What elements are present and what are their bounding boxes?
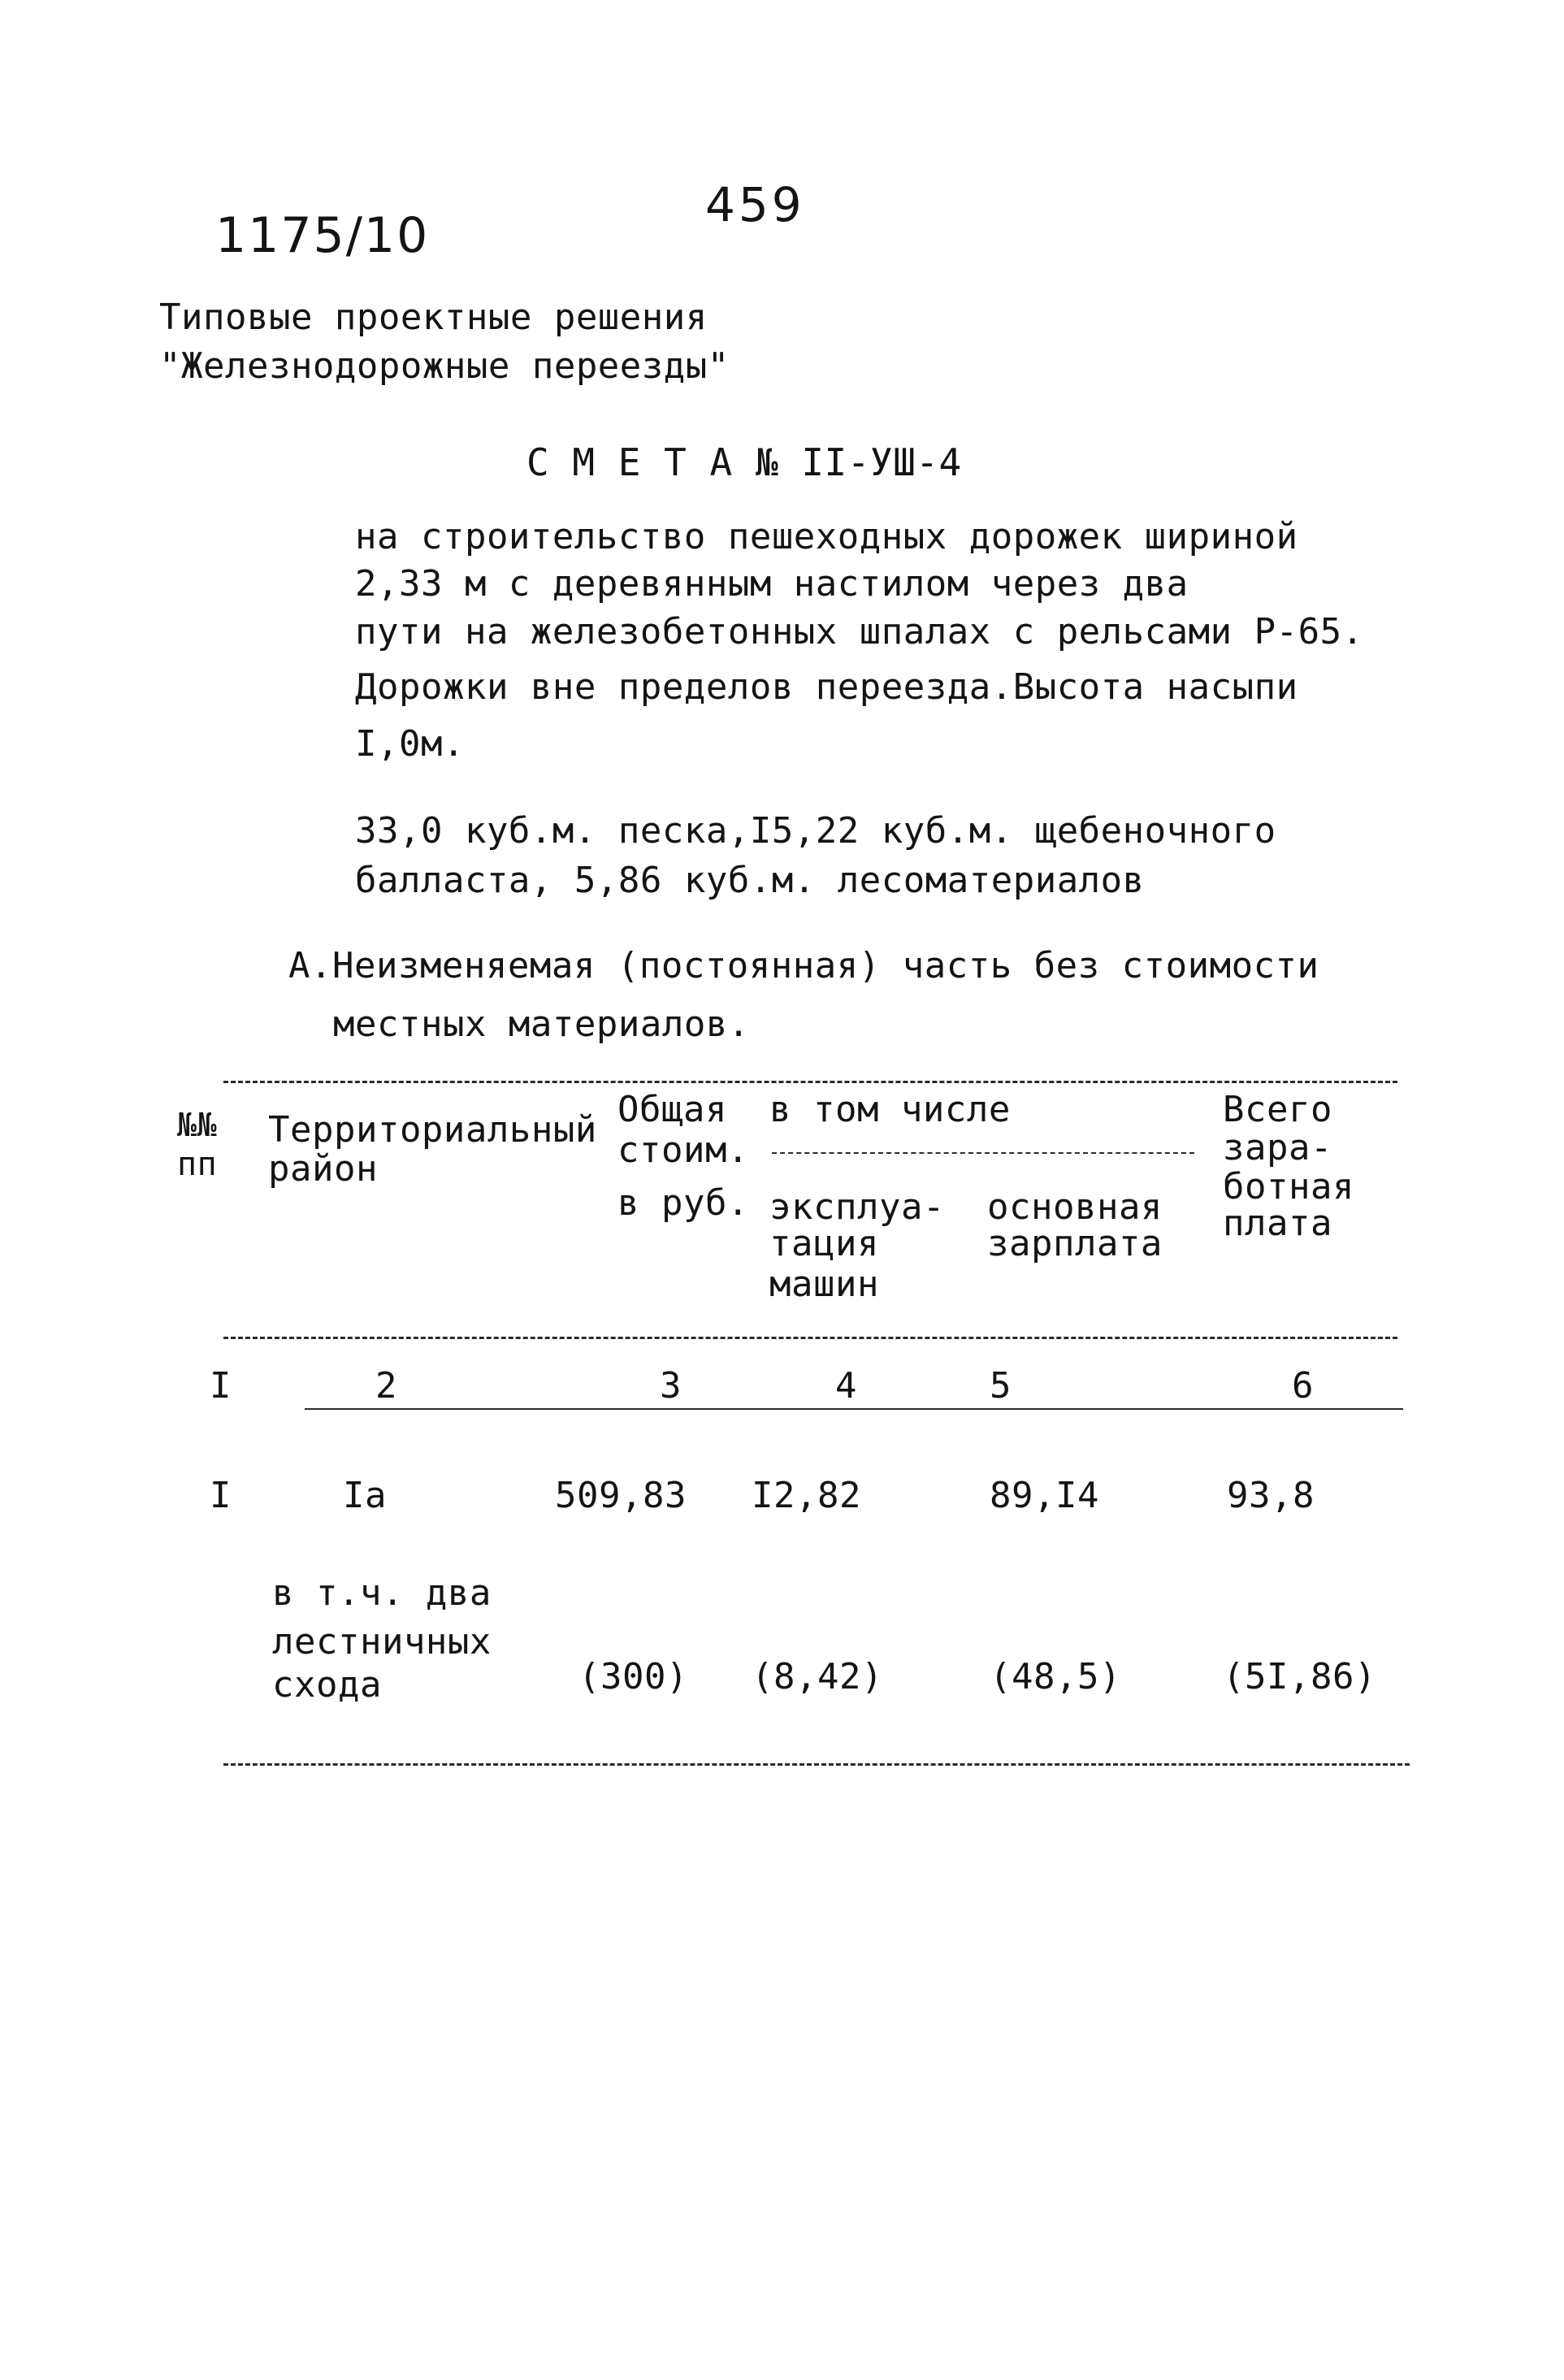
- row-wages: 93,8: [1227, 1475, 1315, 1516]
- subrow-label-2: лестничных: [272, 1621, 492, 1663]
- header-total-3: в руб.: [617, 1182, 749, 1224]
- row-salary: 89,I4: [990, 1475, 1099, 1516]
- colnum-3: 3: [660, 1365, 682, 1407]
- header-wages-3: ботная: [1223, 1166, 1354, 1207]
- header-incl: в том числе: [769, 1089, 1011, 1130]
- description-line-4: Дорожки вне пределов переезда.Высота насыпи: [355, 666, 1298, 708]
- header-total-1: Общая: [617, 1089, 727, 1130]
- description-line-3: пути на железобетонных шпалах с рельсами Р-65.: [355, 611, 1364, 652]
- header-machines-1: эксплуа-: [769, 1186, 945, 1228]
- header-machines-3: машин: [769, 1264, 879, 1305]
- header-total-2: стоим.: [617, 1129, 749, 1171]
- subrow-machines: (8,42): [752, 1656, 883, 1697]
- row-num: I: [210, 1475, 232, 1516]
- table-top-rule: [223, 1081, 1397, 1083]
- header-region-1: Территориальный: [268, 1109, 597, 1151]
- colnum-underline: [305, 1408, 1403, 1410]
- subrow-label-1: в т.ч. два: [272, 1572, 492, 1614]
- description-line-2: 2,33 м с деревянным настилом через два: [355, 563, 1189, 605]
- header-num-2: пп: [177, 1146, 218, 1183]
- row-total: 509,83: [555, 1475, 687, 1516]
- header-wages-2: зара-: [1223, 1127, 1332, 1168]
- header-salary-1: основная: [987, 1186, 1163, 1228]
- header-bottom-rule: [223, 1337, 1397, 1339]
- archive-number: 1175/10: [215, 207, 430, 264]
- estimate-title: С М Е Т А № II-УШ-4: [526, 440, 962, 484]
- header-machines-2: тация: [769, 1223, 879, 1264]
- subrow-wages: (5I,86): [1223, 1656, 1376, 1697]
- description-line-1: на строительство пешеходных дорожек шириной: [355, 516, 1298, 557]
- colnum-6: 6: [1292, 1365, 1314, 1407]
- series-title-line-2: "Железнодорожные переезды": [159, 345, 730, 387]
- header-num-1: №№: [177, 1107, 218, 1144]
- colnum-5: 5: [990, 1365, 1012, 1407]
- header-incl-rule: [772, 1152, 1194, 1154]
- colnum-4: 4: [835, 1365, 857, 1407]
- section-heading-line-2: местных материалов.: [333, 1004, 750, 1045]
- subrow-salary: (48,5): [990, 1656, 1121, 1697]
- header-wages-4: плата: [1223, 1203, 1332, 1244]
- header-wages-1: Всего: [1223, 1089, 1332, 1130]
- page-number: 459: [705, 177, 805, 232]
- subrow-label-3: схода: [272, 1664, 382, 1706]
- colnum-1: I: [210, 1365, 232, 1407]
- materials-line-1: 33,0 куб.м. песка,I5,22 куб.м. щебеночного: [355, 810, 1276, 852]
- materials-line-2: балласта, 5,86 куб.м. лесоматериалов: [355, 860, 1145, 901]
- description-line-5: I,0м.: [355, 723, 465, 765]
- header-region-2: район: [268, 1148, 378, 1190]
- table-bottom-rule: [223, 1763, 1410, 1766]
- header-salary-2: зарплата: [987, 1223, 1163, 1264]
- section-heading-line-1: А.Неизменяемая (постоянная) часть без стоимости: [288, 945, 1319, 986]
- series-title-line-1: Типовые проектные решения: [159, 297, 708, 338]
- row-region: Iа: [343, 1475, 387, 1516]
- row-machines: I2,82: [752, 1475, 861, 1516]
- subrow-total: (300): [578, 1656, 688, 1697]
- colnum-2: 2: [375, 1365, 397, 1407]
